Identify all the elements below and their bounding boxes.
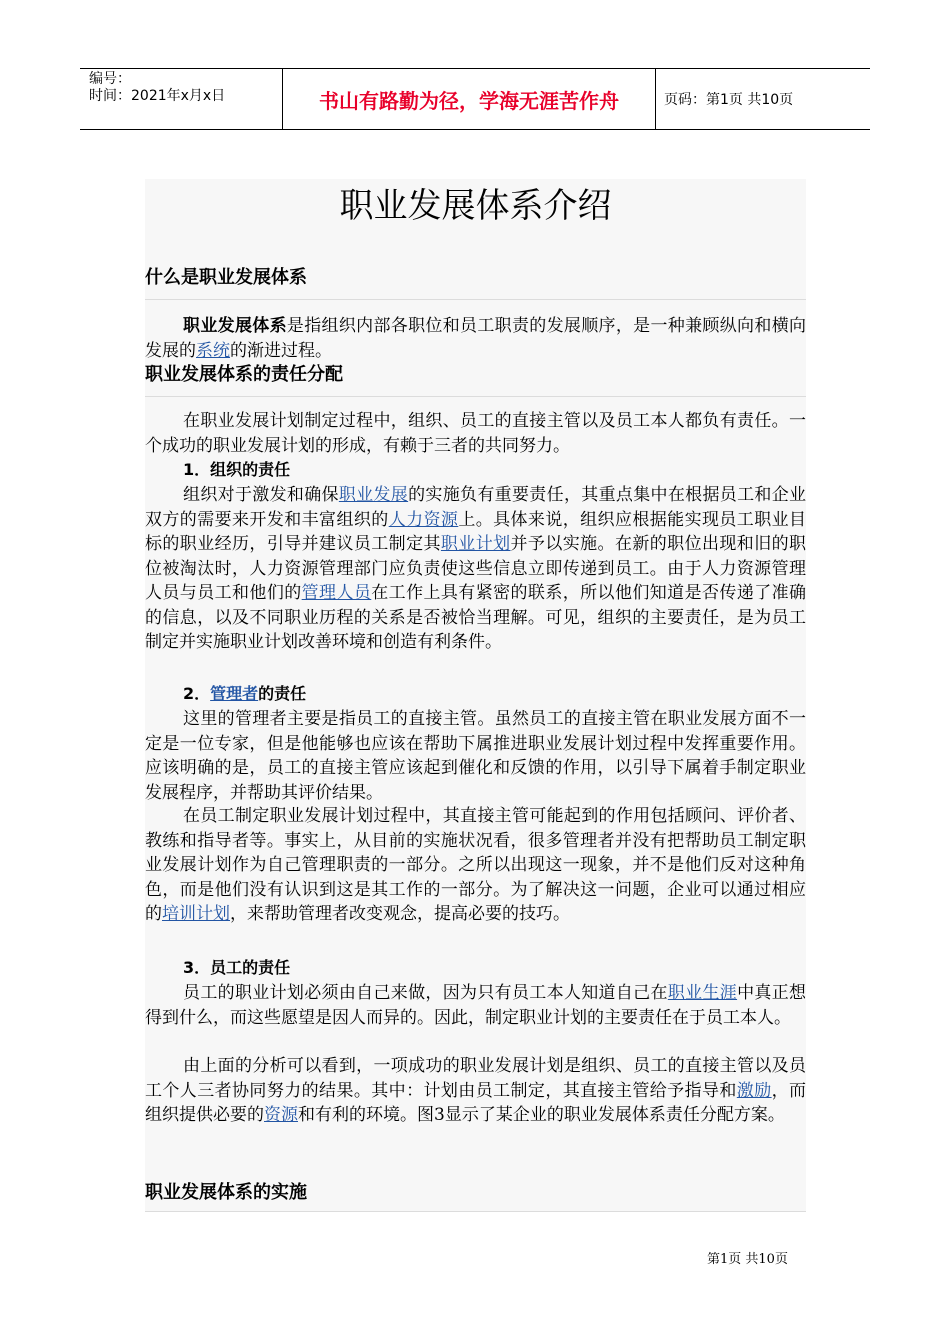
link-manager[interactable]: 管理者 [210,684,259,703]
subheading-employee: 3．员工的责任 [183,958,291,977]
section-divider [145,1211,806,1212]
paragraph-intro: 在职业发展计划制定过程中，组织、员工的直接主管以及员工本人都负有责任。一个成功的职业发展计划的形成，有赖于三者的共同努力。 [145,411,806,456]
subheading-manager: 2．管理者的责任 [183,684,307,703]
link-motivation[interactable]: 激励 [736,1080,772,1101]
link-resources[interactable]: 资源 [264,1105,298,1125]
paragraph-manager-1: 这里的管理者主要是指员工的直接主管。虽然员工的直接主管在职业发展方面不一定是一位专家，但是他能够也应该在帮助下属推进职业发展计划过程中发挥重要作用。应该明确的是，员工的直接主管应该起到催化和反馈的作用，以引导下属着手制定职业发展程序，并帮助其评价结果。 [145,709,806,803]
section-divider [145,396,806,397]
keyword: 职业发展体系 [183,316,287,336]
date-label: 时间：2021年x月x日 [89,88,226,104]
paragraph-organization: 组织对于激发和确保职业发展的实施负有重要责任，其重点集中在根据员工和企业双方的需要来开发和丰富组织的人力资源上。具体来说，组织应根据能实现员工职业目标的职业经历，引导并建议员工制定其职业计划并予以实施。在新的职位出现和旧的职位被淘汰时，人力资源管理部门应负责使这些信息立即传递到员工。由于人力资源管理人员与员工和他们的管理人员在工作上具有紧密的联系，所以他们知道是否传递了准确的信息，以及不同职业历程的关系是否被恰当理解。可见，组织的主要责任，是为员工制定并实施职业计划改善环境和创造有利条件。 [145,485,807,652]
link-career-development[interactable]: 职业发展 [338,485,409,505]
paragraph-employee: 员工的职业计划必须由自己来做，因为只有员工本人知道自己在职业生涯中真正想得到什么，而这些愿望是因人而异的。因此，制定职业计划的主要责任在于员工本人。 [145,983,807,1028]
page-title: 职业发展体系介绍 [339,186,612,226]
subheading-organization: 1．组织的责任 [183,460,291,479]
link-managers[interactable]: 管理人员 [301,583,372,603]
page-info: 页码：第1页 共10页 [664,92,794,108]
link-system[interactable]: 系统 [196,340,230,361]
motto: 书山有路勤为径，学海无涯苦作舟 [283,69,656,129]
footer-page-number: 第1页 共10页 [707,1252,788,1267]
section-heading-responsibility: 职业发展体系的责任分配 [145,364,343,385]
paragraph-summary: 由上面的分析可以看到，一项成功的职业发展计划是组织、员工的直接主管以及员工个人三者协同努力的结果。其中：计划由员工制定，其直接主管给予指导和激励，而组织提供必要的资源和有利的环境。图3显示了某企业的职业发展体系责任分配方案。 [145,1056,807,1125]
link-training-plan[interactable]: 培训计划 [162,904,230,924]
paragraph-definition: 职业发展体系是指组织内部各职位和员工职责的发展顺序，是一种兼顾纵向和横向发展的系统的渐进过程。 [145,316,807,361]
link-human-resources[interactable]: 人力资源 [388,509,459,530]
section-divider [145,299,806,300]
link-career[interactable]: 职业生涯 [667,983,738,1003]
link-career-plan[interactable]: 职业计划 [440,534,511,554]
section-heading-implementation: 职业发展体系的实施 [145,1182,307,1203]
header-left-cell [80,69,283,129]
paragraph-manager-2: 在员工制定职业发展计划过程中，其直接主管可能起到的作用包括顾问、评价者、教练和指导者等。事实上，从目前的实施状况看，很多管理者并没有把帮助员工制定职业发展计划作为自己管理职责的一部分。之所以出现这一现象，并不是他们反对这种角色，而是他们没有认识到这是其工作的一部分。为了解决这一问题，企业可以通过相应的培训计划，来帮助管理者改变观念，提高必要的技巧。 [145,806,806,924]
section-heading-what-is: 什么是职业发展体系 [145,267,307,288]
header-table [80,68,870,130]
number-label: 编号： [89,71,131,87]
